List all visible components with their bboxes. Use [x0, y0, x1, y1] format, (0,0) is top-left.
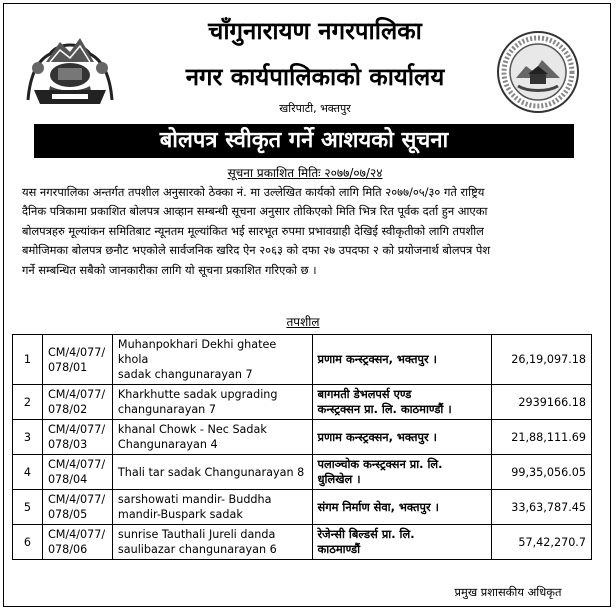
municipality-seal-icon	[496, 30, 580, 114]
table-row	[13, 455, 592, 490]
row-serial: 6	[13, 525, 43, 560]
office-title: नगर कार्यपालिकाको कार्यालय	[185, 63, 445, 91]
row-serial: 5	[13, 490, 43, 525]
work-name: sarshowati mandir- Buddha mandir-Buspark sadak	[112, 490, 312, 525]
contract-number: CM/4/077/ 078/05	[42, 490, 112, 525]
table-row	[13, 420, 592, 455]
notice-title-banner: बोलपत्र स्वीकृत गर्ने आशयको सूचना	[34, 124, 574, 158]
firm-name: रेजेन्सी बिल्डर्स प्रा. लि. काठमाण्डौं	[312, 525, 492, 560]
bid-amount: 33,63,787.45	[492, 490, 592, 525]
row-serial: 2	[13, 385, 43, 420]
body-line: बमोजिमका बोलपत्र छनौट भएकोले सार्वजनिक खरिद ऐन २०६३ को दफा २७ उपदफा २ को प्रयोजनार्थ बोलपत्र पेश	[22, 243, 491, 258]
firm-name: पलाञ्चोक कन्स्ट्रक्सन प्रा. लि. धुलिखेल ।	[312, 455, 492, 490]
body-line: बोलपत्रहरु मूल्यांकन समितिबाट न्यूनतम मूल्यांकित भई सारभूत रुपमा प्रभावग्राही देखिई स्वीकृतीको लागि तपशील	[22, 223, 484, 238]
firm-name: संगम निर्माण सेवा, भक्तपुर ।	[312, 490, 492, 525]
row-serial: 4	[13, 455, 43, 490]
bid-amount: 57,42,270.7	[492, 525, 592, 560]
details-heading: तपशील	[286, 315, 320, 329]
firm-name: प्रणाम कन्स्ट्रक्सन, भक्तपुर ।	[312, 420, 492, 455]
row-serial: 3	[13, 420, 43, 455]
work-name: sunrise Tauthali Jureli danda saulibazar changunarayan 6	[112, 525, 312, 560]
office-location: खरिपाटी, भक्तपुर	[279, 102, 351, 115]
work-name: Muhanpokhari Dekhi ghatee khola sadak changunarayan 7	[112, 335, 312, 385]
body-line: गर्ने सम्बन्धित सबैको जानकारीका लागि यो सूचना प्रकाशित गरिएको छ ।	[22, 262, 317, 277]
firm-name: प्रणाम कन्स्ट्रक्सन, भक्तपुर ।	[312, 335, 492, 385]
work-name: Thali tar sadak Changunarayan 8	[112, 455, 312, 490]
body-line: यस नगरपालिका अन्तर्गत तपशील अनुसारको ठेक्का नं. मा उल्लेखित कार्यको लागि मिति २०७७/०५/३० गते राष्ट्रिय	[22, 185, 485, 199]
contract-number: CM/4/077/ 078/03	[42, 420, 112, 455]
bid-amount: 99,35,056.05	[492, 455, 592, 490]
nepal-emblem-icon	[20, 20, 120, 108]
table-row	[13, 490, 592, 525]
table-row	[13, 335, 592, 385]
publish-date: सूचना प्रकाशित मितिः २०७७/०७/२४	[227, 166, 383, 180]
contract-number: CM/4/077/ 078/06	[42, 525, 112, 560]
table-row	[13, 385, 592, 420]
bid-amount: 2939166.18	[492, 385, 592, 420]
contract-number: CM/4/077/ 078/04	[42, 455, 112, 490]
bid-amount: 26,19,097.18	[492, 335, 592, 385]
contract-number: CM/4/077/ 078/01	[42, 335, 112, 385]
row-serial: 1	[13, 335, 43, 385]
firm-name: बागमती डेभलपर्स एण्ड कन्स्ट्रक्सन प्रा. लि. काठमाण्डौं ।	[312, 385, 492, 420]
contract-number: CM/4/077/ 078/02	[42, 385, 112, 420]
contracts-table	[12, 334, 592, 560]
body-line: दैनिक पत्रिकामा प्रकाशित बोलपत्र आव्हान सम्बन्धी सूचना अनुसार तोकिएको मिति भित्र रित पूर्वक दर्ता हुन आएका	[22, 204, 488, 219]
table-row	[13, 525, 592, 560]
work-name: Kharkhutte sadak upgrading changunarayan 7	[112, 385, 312, 420]
work-name: khanal Chowk - Nec Sadak Changunarayan 4	[112, 420, 312, 455]
signatory-title: प्रमुख प्रशासकीय अधिकृत	[454, 585, 562, 599]
municipality-title: चाँगुनारायण नगरपालिका	[208, 17, 422, 45]
bid-amount: 21,88,111.69	[492, 420, 592, 455]
notice-body	[22, 183, 590, 280]
